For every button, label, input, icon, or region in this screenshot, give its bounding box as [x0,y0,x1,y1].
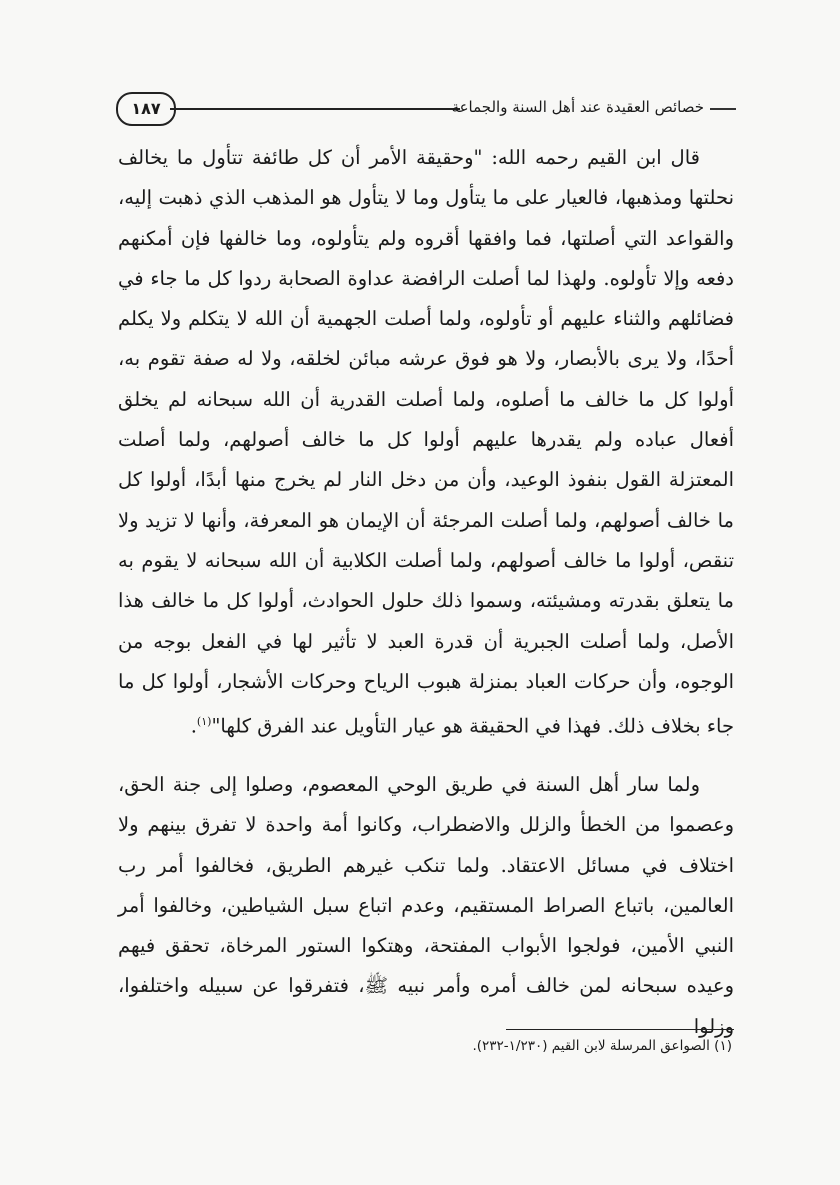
footnote: (١) الصواعق المرسلة لابن القيم (١/٢٣٠-٢٣٢). [472,1038,732,1054]
running-header [116,92,736,126]
running-title: خصائص العقيدة عند أهل السنة والجماعة [451,98,704,116]
paragraph-quote [118,138,734,747]
paragraph-quote-text: قال ابن القيم رحمه الله: "وحقيقة الأمر أن كل طائفة تتأول ما يخالف نحلتها ومذهبها، فالعيار على ما يتأول وما لا يتأول هو المذهب الذي ذهبت إليه، والقواعد التي أصلتها، فما وافقها أقروه ولم يتأولوه، وما خالفها فإن أمكنهم دفعه وإلا تأولوه. ولهذا لما أصلت الرافضة عداوة الصحابة ردوا كل ما جاء في فضائلهم والثناء عليهم أو تأولوه، ولما أصلت الجهمية أن الله لا يتكلم ولا يكلم أحدًا، ولا يرى بالأبصار، ولا هو فوق عرشه مبائن لخلقه، ولا له صفة تقوم به، أولوا كل ما خالف ما أصلوه، ولما أصلت القدرية أن الله سبحانه لم يخلق أفعال عباده ولم يقدرها عليهم أولوا كل ما خالف أصولهم، ولما أصلت المعتزلة القول بنفوذ الوعيد، وأن من دخل النار لم يخرج منها أبدًا، أولوا كل ما خالف أصولهم، ولما أصلت المرجئة أن الإيمان هو المعرفة، وأنها لا تزيد ولا تنقص، أولوا ما خالف أصولهم، ولما أصلت الكلابية أن الله سبحانه لا يقوم به ما يتعلق بقدرته ومشيئته، وسموا ذلك حلول الحوادث، أولوا كل ما خالف هذا الأصل، ولما أصلت الجبرية أن قدرة العبد لا تأثير لها في الفعل بوجه من الوجوه، وأن حركات العباد بمنزلة هبوب الرياح وحركات الأشجار، أولوا كل ما جاء بخلاف ذلك. فهذا في الحقيقة هو عيار التأويل عند الفرق كلها" [118,146,734,738]
page-number: ١٨٧ [116,92,176,126]
header-rule [170,108,460,110]
footnote-separator [506,1029,734,1030]
paragraph-commentary: ولما سار أهل السنة في طريق الوحي المعصوم، وصلوا إلى جنة الحق، وعصموا من الخطأ والزلل والاضطراب، وكانوا أمة واحدة لا تفرق بينهم ولا اختلاف في مسائل الاعتقاد. ولما تنكب غيرهم الطريق، فخالفوا أمر رب العالمين، باتباع الصراط المستقيم، وعدم اتباع سبل الشياطين، وخالفوا أمر النبي الأمين، فولجوا الأبواب المفتحة، وهتكوا الستور المرخاة، تحقق فيهم وعيده سبحانه لمن خالف أمره وأمر نبيه ﷺ، فتفرقوا عن سبيله واختلفوا، وزلوا [118,772,734,1038]
footnote-marker[interactable]: (١) [196,715,212,729]
main-text [118,138,734,1047]
paragraph-quote-end: . [190,714,197,738]
